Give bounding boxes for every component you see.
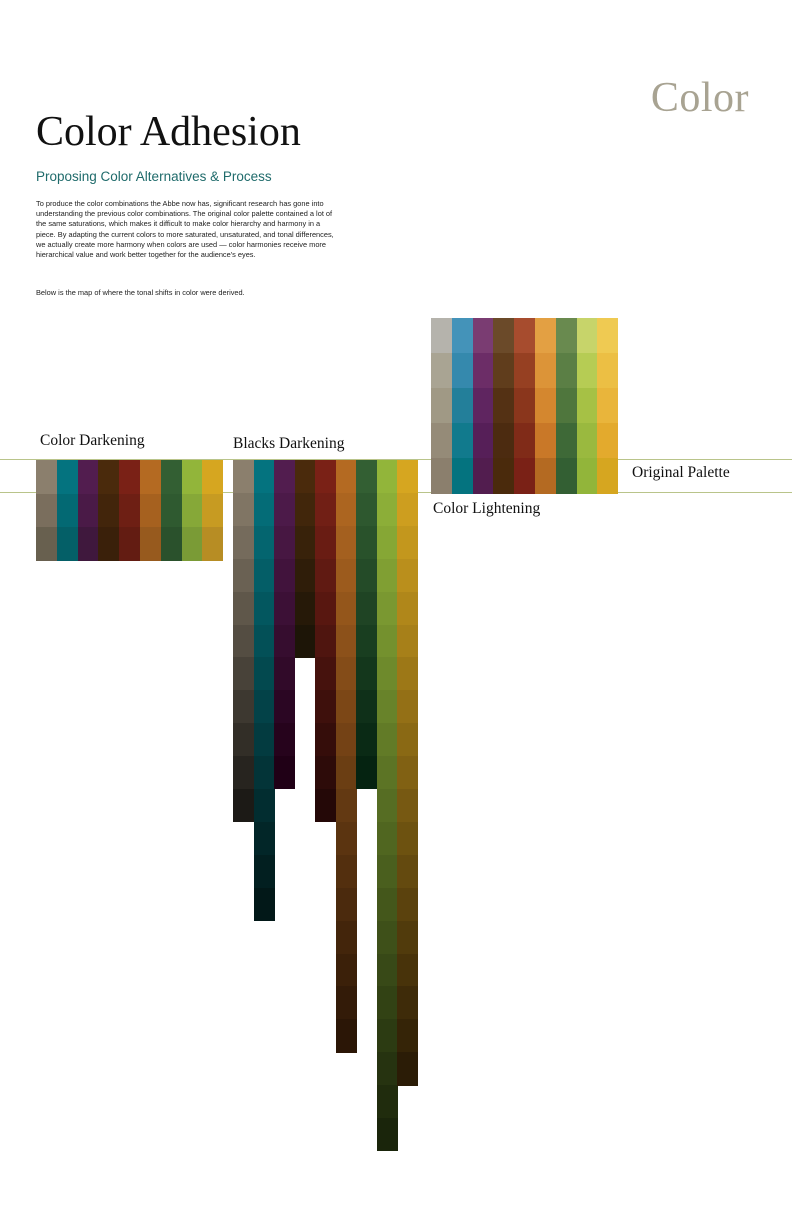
blacks-swatch bbox=[233, 657, 254, 690]
lightening-swatch bbox=[556, 388, 577, 424]
blacks-swatch bbox=[377, 954, 398, 987]
darkening-swatch bbox=[98, 494, 119, 528]
darkening-swatch bbox=[119, 460, 140, 494]
lightening-swatch bbox=[452, 353, 473, 389]
blacks-swatch bbox=[315, 559, 336, 592]
blacks-swatch bbox=[315, 493, 336, 526]
lightening-swatch bbox=[493, 388, 514, 424]
blacks-swatch bbox=[397, 921, 418, 954]
blacks-swatch bbox=[274, 657, 295, 690]
blacks-swatch bbox=[233, 493, 254, 526]
blacks-swatch bbox=[274, 690, 295, 723]
blacks-swatch bbox=[254, 756, 275, 789]
darkening-swatch bbox=[161, 460, 182, 494]
blacks-swatch bbox=[233, 625, 254, 658]
blacks-swatch bbox=[315, 592, 336, 625]
body-paragraph: To produce the color combinations the Abbe now has, significant research has gone into understanding the previous color combinations. The original color palette contained a lot of the same saturations, which makes it difficult to make color hierarchy and harmony in a piece. By adapting the current colors to more saturated, unsaturated, and tonal differences, we actually create more harmony when colors are used — color harmonies receive more hierarchical value and work better together for the audience's eyes. bbox=[36, 199, 334, 260]
blacks-swatch bbox=[356, 723, 377, 756]
blacks-swatch bbox=[397, 789, 418, 822]
darkening-swatch bbox=[36, 460, 57, 494]
blacks-swatch bbox=[397, 625, 418, 658]
darkening-swatch bbox=[98, 460, 119, 494]
blacks-swatch bbox=[356, 657, 377, 690]
blacks-swatch bbox=[377, 1019, 398, 1052]
label-color-lightening: Color Lightening bbox=[433, 500, 541, 517]
blacks-swatch bbox=[397, 822, 418, 855]
lightening-swatch bbox=[535, 318, 556, 354]
lightening-swatch bbox=[473, 423, 494, 459]
lightening-swatch bbox=[431, 388, 452, 424]
blacks-swatch bbox=[377, 559, 398, 592]
blacks-swatch bbox=[295, 625, 316, 658]
blacks-swatch bbox=[336, 690, 357, 723]
blacks-swatch bbox=[377, 855, 398, 888]
blacks-swatch bbox=[336, 822, 357, 855]
blacks-swatch bbox=[274, 625, 295, 658]
blacks-swatch bbox=[233, 559, 254, 592]
lightening-swatch bbox=[535, 388, 556, 424]
blacks-swatch bbox=[254, 625, 275, 658]
blacks-swatch bbox=[295, 592, 316, 625]
lightening-swatch bbox=[535, 423, 556, 459]
lightening-swatch bbox=[577, 388, 598, 424]
lightening-swatch bbox=[597, 458, 618, 494]
blacks-swatch bbox=[254, 460, 275, 493]
blacks-swatch bbox=[336, 526, 357, 559]
darkening-swatch bbox=[36, 527, 57, 561]
blacks-swatch bbox=[377, 822, 398, 855]
lightening-swatch bbox=[493, 458, 514, 494]
blacks-swatch bbox=[356, 625, 377, 658]
blacks-swatch bbox=[233, 460, 254, 493]
blacks-swatch bbox=[397, 526, 418, 559]
blacks-swatch bbox=[254, 526, 275, 559]
lightening-swatch bbox=[535, 353, 556, 389]
blacks-swatch bbox=[336, 1019, 357, 1052]
lightening-swatch bbox=[452, 423, 473, 459]
lightening-swatch bbox=[493, 353, 514, 389]
blacks-swatch bbox=[274, 756, 295, 789]
darkening-swatch bbox=[140, 460, 161, 494]
blacks-swatch bbox=[315, 789, 336, 822]
blacks-swatch bbox=[397, 954, 418, 987]
lightening-swatch bbox=[452, 388, 473, 424]
blacks-swatch bbox=[254, 493, 275, 526]
blacks-swatch bbox=[377, 1118, 398, 1151]
blacks-swatch bbox=[397, 1019, 418, 1052]
blacks-swatch bbox=[336, 657, 357, 690]
blacks-swatch bbox=[315, 625, 336, 658]
blacks-swatch bbox=[233, 723, 254, 756]
lightening-swatch bbox=[597, 318, 618, 354]
blacks-swatch bbox=[397, 723, 418, 756]
lightening-swatch bbox=[514, 458, 535, 494]
blacks-swatch bbox=[233, 756, 254, 789]
blacks-swatch bbox=[397, 1052, 418, 1085]
blacks-swatch bbox=[336, 756, 357, 789]
blacks-swatch bbox=[254, 559, 275, 592]
blacks-swatch bbox=[315, 723, 336, 756]
lightening-swatch bbox=[452, 458, 473, 494]
blacks-swatch bbox=[397, 855, 418, 888]
blacks-swatch bbox=[254, 822, 275, 855]
lightening-swatch bbox=[556, 353, 577, 389]
lightening-swatch bbox=[431, 353, 452, 389]
lightening-swatch bbox=[493, 318, 514, 354]
darkening-swatch bbox=[161, 527, 182, 561]
label-color-darkening: Color Darkening bbox=[40, 432, 145, 449]
blacks-swatch bbox=[336, 855, 357, 888]
blacks-swatch bbox=[377, 460, 398, 493]
blacks-swatch bbox=[336, 460, 357, 493]
blacks-swatch bbox=[356, 460, 377, 493]
blacks-swatch bbox=[397, 657, 418, 690]
lightening-swatch bbox=[514, 388, 535, 424]
blacks-swatch bbox=[274, 460, 295, 493]
blacks-swatch bbox=[274, 526, 295, 559]
blacks-swatch bbox=[295, 526, 316, 559]
blacks-swatch bbox=[254, 888, 275, 921]
blacks-swatch bbox=[254, 789, 275, 822]
lightening-swatch bbox=[577, 458, 598, 494]
darkening-swatch bbox=[202, 494, 223, 528]
blacks-swatch bbox=[356, 526, 377, 559]
darkening-swatch bbox=[57, 494, 78, 528]
blacks-swatch bbox=[377, 756, 398, 789]
blacks-swatch bbox=[377, 1085, 398, 1118]
blacks-swatch bbox=[295, 559, 316, 592]
blacks-swatch bbox=[233, 592, 254, 625]
darkening-swatch bbox=[78, 494, 99, 528]
label-original-palette: Original Palette bbox=[632, 464, 730, 481]
blacks-swatch bbox=[397, 460, 418, 493]
lightening-swatch bbox=[597, 423, 618, 459]
lightening-swatch bbox=[597, 388, 618, 424]
blacks-swatch bbox=[397, 888, 418, 921]
blacks-swatch bbox=[336, 789, 357, 822]
darkening-swatch bbox=[202, 527, 223, 561]
darkening-swatch bbox=[119, 527, 140, 561]
blacks-swatch bbox=[397, 592, 418, 625]
blacks-swatch bbox=[274, 592, 295, 625]
lightening-swatch bbox=[556, 423, 577, 459]
lightening-swatch bbox=[473, 388, 494, 424]
darkening-swatch bbox=[182, 527, 203, 561]
subtitle: Proposing Color Alternatives & Process bbox=[36, 169, 272, 184]
blacks-swatch bbox=[233, 526, 254, 559]
darkening-swatch bbox=[182, 494, 203, 528]
blacks-swatch bbox=[274, 559, 295, 592]
darkening-swatch bbox=[140, 527, 161, 561]
blacks-swatch bbox=[377, 1052, 398, 1085]
lightening-swatch bbox=[431, 318, 452, 354]
darkening-swatch bbox=[140, 494, 161, 528]
lightening-swatch bbox=[597, 353, 618, 389]
blacks-swatch bbox=[377, 723, 398, 756]
blacks-swatch bbox=[377, 625, 398, 658]
blacks-swatch bbox=[377, 493, 398, 526]
lightening-swatch bbox=[556, 318, 577, 354]
blacks-swatch bbox=[336, 986, 357, 1019]
darkening-swatch bbox=[78, 527, 99, 561]
blacks-swatch bbox=[397, 986, 418, 1019]
page-title: Color Adhesion bbox=[36, 109, 301, 155]
blacks-swatch bbox=[336, 921, 357, 954]
lightening-swatch bbox=[431, 458, 452, 494]
lightening-swatch bbox=[514, 423, 535, 459]
blacks-swatch bbox=[377, 526, 398, 559]
blacks-swatch bbox=[233, 789, 254, 822]
blacks-swatch bbox=[336, 625, 357, 658]
blacks-swatch bbox=[377, 921, 398, 954]
lightening-swatch bbox=[431, 423, 452, 459]
lightening-swatch bbox=[577, 423, 598, 459]
darkening-swatch bbox=[36, 494, 57, 528]
blacks-swatch bbox=[274, 493, 295, 526]
blacks-swatch bbox=[254, 690, 275, 723]
lightening-swatch bbox=[514, 353, 535, 389]
lightening-swatch bbox=[493, 423, 514, 459]
blacks-swatch bbox=[315, 756, 336, 789]
blacks-swatch bbox=[397, 690, 418, 723]
blacks-swatch bbox=[254, 657, 275, 690]
lightening-swatch bbox=[514, 318, 535, 354]
blacks-swatch bbox=[377, 888, 398, 921]
lightening-swatch bbox=[577, 318, 598, 354]
blacks-swatch bbox=[315, 690, 336, 723]
blacks-swatch bbox=[377, 657, 398, 690]
blacks-swatch bbox=[233, 690, 254, 723]
lightening-swatch bbox=[473, 318, 494, 354]
blacks-swatch bbox=[315, 526, 336, 559]
blacks-swatch bbox=[315, 460, 336, 493]
blacks-swatch bbox=[377, 789, 398, 822]
blacks-swatch bbox=[254, 723, 275, 756]
blacks-swatch bbox=[356, 592, 377, 625]
blacks-swatch bbox=[377, 592, 398, 625]
darkening-swatch bbox=[119, 494, 140, 528]
lightening-swatch bbox=[452, 318, 473, 354]
blacks-swatch bbox=[356, 756, 377, 789]
darkening-swatch bbox=[202, 460, 223, 494]
blacks-swatch bbox=[356, 493, 377, 526]
darkening-swatch bbox=[182, 460, 203, 494]
blacks-swatch bbox=[336, 493, 357, 526]
darkening-swatch bbox=[78, 460, 99, 494]
lightening-swatch bbox=[577, 353, 598, 389]
body-paragraph-map-note: Below is the map of where the tonal shifts in color were derived. bbox=[36, 288, 245, 297]
blacks-swatch bbox=[397, 493, 418, 526]
lightening-swatch bbox=[556, 458, 577, 494]
blacks-swatch bbox=[377, 690, 398, 723]
blacks-swatch bbox=[377, 986, 398, 1019]
blacks-swatch bbox=[274, 723, 295, 756]
blacks-swatch bbox=[336, 954, 357, 987]
label-blacks-darkening: Blacks Darkening bbox=[233, 435, 345, 452]
blacks-swatch bbox=[336, 592, 357, 625]
blacks-swatch bbox=[356, 559, 377, 592]
blacks-swatch bbox=[295, 493, 316, 526]
darkening-swatch bbox=[57, 527, 78, 561]
corner-title: Color bbox=[650, 75, 749, 121]
blacks-swatch bbox=[254, 592, 275, 625]
lightening-swatch bbox=[473, 353, 494, 389]
blacks-swatch bbox=[336, 723, 357, 756]
blacks-swatch bbox=[254, 855, 275, 888]
blacks-swatch bbox=[397, 559, 418, 592]
blacks-swatch bbox=[315, 657, 336, 690]
blacks-swatch bbox=[336, 888, 357, 921]
blacks-swatch bbox=[336, 559, 357, 592]
blacks-swatch bbox=[356, 690, 377, 723]
darkening-swatch bbox=[161, 494, 182, 528]
darkening-swatch bbox=[98, 527, 119, 561]
darkening-swatch bbox=[57, 460, 78, 494]
blacks-swatch bbox=[295, 460, 316, 493]
blacks-swatch bbox=[397, 756, 418, 789]
lightening-swatch bbox=[535, 458, 556, 494]
lightening-swatch bbox=[473, 458, 494, 494]
